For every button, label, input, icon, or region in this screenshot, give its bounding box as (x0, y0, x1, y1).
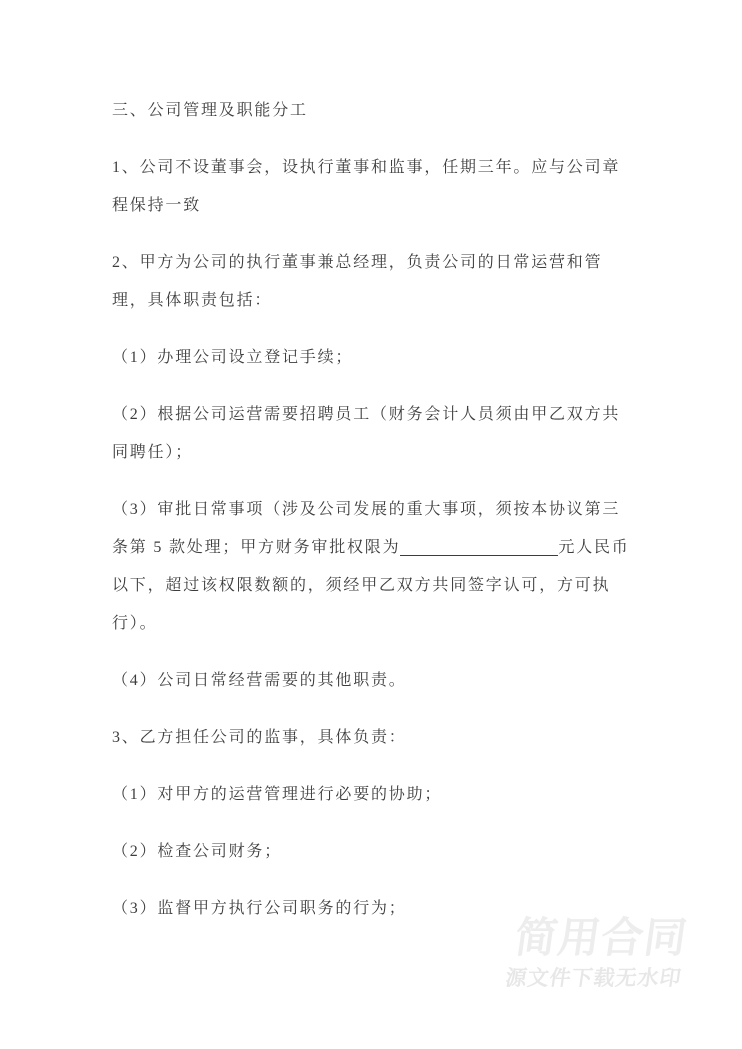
blank-line-after-text: 元人民币 (558, 539, 630, 556)
clause-2-item-3-line-3: 以下，超过该权限数额的，须经甲乙双方共同签字认可，方可执 (112, 577, 611, 594)
clause-3-item-3: （3）监督甲方执行公司职务的行为； (112, 900, 407, 917)
clause-2-item-3-line-1: （3）审批日常事项（涉及公司发展的重大事项，须按本协议第三 (112, 501, 621, 518)
clause-1-line-2: 程保持一致 (112, 197, 202, 214)
amount-blank-field[interactable] (400, 555, 558, 556)
clause-3-line-1: 3、乙方担任公司的监事，具体负责： (112, 729, 407, 746)
clause-1-line-1: 1、公司不设董事会，设执行董事和监事，任期三年。应与公司章 (112, 159, 621, 176)
clause-3-item-2: （2）检查公司财务； (112, 843, 283, 860)
clause-2-line-1: 2、甲方为公司的执行董事兼总经理，负责公司的日常运营和管 (112, 254, 603, 271)
section-heading: 三、公司管理及职能分工 (112, 102, 308, 119)
clause-2-item-3-line-2 (112, 529, 634, 567)
blank-line-before-text: 条第 5 款处理；甲方财务审批权限为 (112, 539, 401, 556)
clause-2-item-4: （4）公司日常经营需要的其他职责。 (112, 672, 407, 689)
document-content (112, 0, 634, 928)
clause-2-item-2-line-1: （2）根据公司运营需要招聘员工（财务会计人员须由甲乙双方共 (112, 406, 621, 423)
clause-2-item-2-line-2: 同聘任）； (112, 444, 194, 461)
watermark (504, 916, 691, 991)
clause-2-item-1: （1）办理公司设立登记手续； (112, 349, 354, 366)
watermark-title: 简用合同 (511, 914, 691, 961)
watermark-subtitle: 源文件下载无水印 (503, 967, 684, 990)
clause-2-line-2: 理，具体职责包括： (112, 292, 273, 309)
clause-3-item-1: （1）对甲方的运营管理进行必要的协助； (112, 786, 443, 803)
clause-2-item-3-line-4: 行）。 (112, 615, 158, 632)
